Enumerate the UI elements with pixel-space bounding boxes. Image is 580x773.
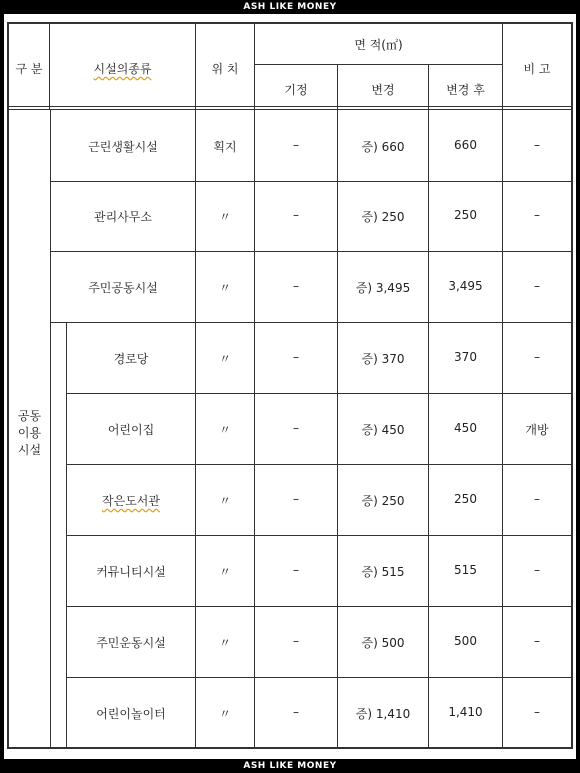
table-row-remarks: – <box>534 138 540 152</box>
table-row-change: 증) 1,410 <box>355 707 411 721</box>
header-category: 구 분 <box>15 62 43 76</box>
table-row-after: 660 <box>454 138 477 152</box>
table-row-location: 〃 <box>218 707 231 721</box>
table-row-existing: – <box>293 279 299 293</box>
table-top-border <box>7 22 573 24</box>
header-change: 변경 <box>371 83 395 97</box>
table-row-remarks: – <box>534 350 540 364</box>
table-row-change: 증) 660 <box>361 140 405 154</box>
table-row-existing: – <box>293 563 299 577</box>
row-sep-8 <box>66 677 572 678</box>
row-sep-3 <box>50 322 572 323</box>
table-row-change: 증) 250 <box>361 494 405 508</box>
table-row-name: 주민운동시설 <box>96 636 166 650</box>
group-label <box>9 408 50 459</box>
table-row-existing: – <box>293 705 299 719</box>
table-row-name: 작은도서관 <box>102 494 160 508</box>
table-row-remarks: – <box>534 563 540 577</box>
table-row-remarks: 개방 <box>525 423 549 437</box>
table-row-after: 250 <box>454 208 477 222</box>
table-bottom-border <box>7 747 573 749</box>
table-row-name: 주민공동시설 <box>88 281 158 295</box>
table-row-existing: – <box>293 208 299 222</box>
table-row-change: 증) 450 <box>361 423 405 437</box>
row-sep-4 <box>66 393 572 394</box>
row-sep-5 <box>66 464 572 465</box>
table-row-existing: – <box>293 138 299 152</box>
row-sep-6 <box>66 535 572 536</box>
table-row-remarks: – <box>534 208 540 222</box>
table-row-name: 어린이집 <box>107 423 155 437</box>
table-row-location: 〃 <box>218 423 231 437</box>
table-row-name: 경로당 <box>113 352 149 366</box>
table-row-location: 〃 <box>218 636 231 650</box>
header-rule-2 <box>7 109 573 110</box>
table-row-location: 〃 <box>218 565 231 579</box>
table-row-change: 증) 515 <box>361 565 405 579</box>
group-label-line-1: 공동 <box>17 409 42 423</box>
table-row-change: 증) 3,495 <box>355 281 411 295</box>
table-row-name: 어린이놀이터 <box>96 707 166 721</box>
table-row-existing: – <box>293 350 299 364</box>
table-row-existing: – <box>293 492 299 506</box>
table-row-location: 〃 <box>218 352 231 366</box>
row-sep-2 <box>50 251 572 252</box>
table-row-name: 관리사무소 <box>94 210 152 224</box>
table-row-existing: – <box>293 634 299 648</box>
top-banner: ASH LIKE MONEY <box>0 0 580 14</box>
header-area: 면 적(㎡) <box>354 38 403 52</box>
table-row-after: 370 <box>454 350 477 364</box>
table-row-after: 500 <box>454 634 477 648</box>
table-row-remarks: – <box>534 634 540 648</box>
table-row-after: 1,410 <box>448 705 483 719</box>
table-left-border <box>7 22 9 749</box>
header-existing: 기정 <box>284 83 308 97</box>
table-row-location: 〃 <box>218 494 231 508</box>
table-row-name: 근린생활시설 <box>88 140 158 154</box>
row-sep-7 <box>66 606 572 607</box>
header-location: 위 치 <box>211 62 239 76</box>
table-row-change: 증) 500 <box>361 636 405 650</box>
table-row-location: 획지 <box>213 140 237 154</box>
table-row-location: 〃 <box>218 210 231 224</box>
table-row-name: 커뮤니티시설 <box>96 565 166 579</box>
table-row-after: 515 <box>454 563 477 577</box>
table-row-after: 450 <box>454 421 477 435</box>
table-row-after: 250 <box>454 492 477 506</box>
bottom-banner: ASH LIKE MONEY <box>0 759 580 773</box>
table-row-remarks: – <box>534 492 540 506</box>
table-row-change: 증) 370 <box>361 352 405 366</box>
table-row-remarks: – <box>534 279 540 293</box>
area-subheader-rule <box>254 64 502 65</box>
group-label-line-3: 시설 <box>17 443 42 457</box>
table-row-change: 증) 250 <box>361 210 405 224</box>
table-row-existing: – <box>293 421 299 435</box>
row-sep-1 <box>50 181 572 182</box>
table-row-location: 〃 <box>218 281 231 295</box>
table-row-remarks: – <box>534 705 540 719</box>
header-facility-type: 시설의종류 <box>93 62 152 76</box>
header-after-change: 변경 후 <box>446 83 485 97</box>
group-label-line-2: 이용 <box>17 426 42 440</box>
header-remarks: 비 고 <box>523 62 551 76</box>
table-right-border <box>571 22 573 749</box>
body-vline-category <box>50 110 51 748</box>
table-row-after: 3,495 <box>448 279 483 293</box>
document-page <box>4 14 576 759</box>
header-rule-1 <box>7 106 573 107</box>
